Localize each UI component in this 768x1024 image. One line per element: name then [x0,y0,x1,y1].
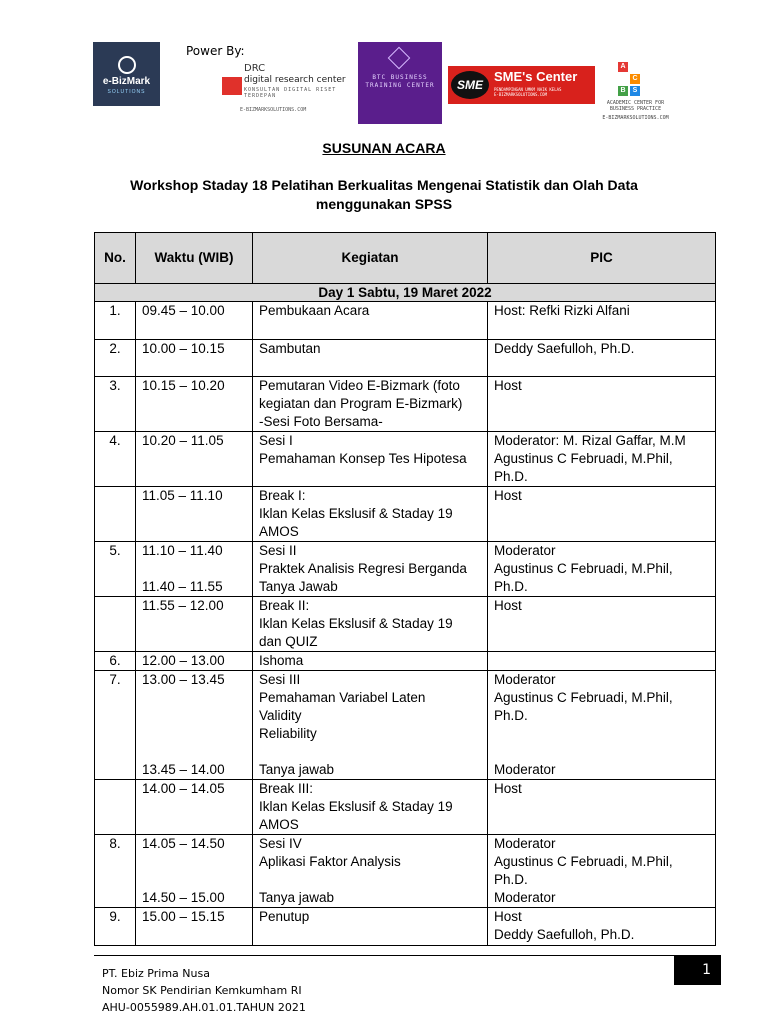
table-row [95,377,716,432]
cell-waktu: 15.00 – 15.15 [136,908,253,946]
cell-kegiatan: Sesi IV Aplikasi Faktor Analysis Tanya jawab [253,835,488,908]
table-row [95,340,716,377]
acbs-logo-tag: ACADEMIC CENTER FOR BUSINESS PRACTICE [606,100,665,112]
table-row [95,835,716,908]
cell-no: 9. [95,908,136,946]
ebizmark-logo-name: e-BizMark [102,76,151,87]
cell-no [95,487,136,542]
col-header-kegiatan: Kegiatan [253,233,488,284]
acbs-letter-s: S [630,86,640,96]
btc-logo-text: BTC BUSINESS TRAINING CENTER [365,74,435,89]
table-row [95,652,716,671]
cell-waktu: 11.55 – 12.00 [136,597,253,652]
sme-logo-tagline: PENDAMPINGAN UMKM NAIK KELAS [494,87,562,92]
ebizmark-logo-sub: SOLUTIONS [107,89,146,95]
cell-kegiatan: Pemutaran Video E-Bizmark (foto kegiatan dan Program E-Bizmark) -Sesi Foto Bersama- [253,377,488,432]
table-row [95,671,716,780]
col-header-no: No. [95,233,136,284]
footer-divider [94,955,674,956]
cell-pic: Host [488,597,716,652]
sme-logo-url: E-BIZMARKSOLUTIONS.COM [494,92,547,97]
cell-kegiatan: Break I: Iklan Kelas Ekslusif & Staday 19 AMOS [253,487,488,542]
cell-kegiatan: Pembukaan Acara [253,302,488,340]
table-row [95,302,716,340]
cell-no [95,780,136,835]
drc-logo-line: digital research center [244,75,346,85]
drc-logo [218,57,358,119]
cell-no: 5. [95,542,136,597]
footer-ahu: AHU-0055989.AH.01.01.TAHUN 2021 [102,1001,306,1014]
acbs-letter-a: A [618,62,628,72]
cell-kegiatan: Penutup [253,908,488,946]
cell-waktu: 12.00 – 13.00 [136,652,253,671]
cell-pic: Moderator: M. Rizal Gaffar, M.M Agustinus C Februadi, M.Phil, Ph.D. [488,432,716,487]
table-row [95,432,716,487]
cell-pic: Host [488,377,716,432]
cell-waktu: 14.00 – 14.05 [136,780,253,835]
table-row [95,597,716,652]
cell-waktu: 10.20 – 11.05 [136,432,253,487]
cell-no: 8. [95,835,136,908]
cell-no: 7. [95,671,136,780]
cell-kegiatan: Sesi II Praktek Analisis Regresi Berganda Tanya Jawab [253,542,488,597]
cell-pic [488,652,716,671]
cell-pic: Moderator Agustinus C Februadi, M.Phil, Ph.D. Moderator [488,835,716,908]
drc-logo-tag: KONSULTAN DIGITAL RISET TERDEPAN [244,87,337,99]
sme-mark: SME [451,71,489,99]
cell-pic: Host: Refki Rizki Alfani [488,302,716,340]
cell-waktu: 13.00 – 13.45 13.45 – 14.00 [136,671,253,780]
drc-logo-url: E-BIZMARKSOLUTIONS.COM [240,107,307,113]
footer-company: PT. Ebiz Prima Nusa [102,967,210,980]
page-number: 1 [674,955,721,985]
ebizmark-logo [93,42,160,106]
page-title: SUSUNAN ACARA [322,140,446,156]
acbs-letter-c: C [630,74,640,84]
cell-kegiatan: Sesi I Pemahaman Konsep Tes Hipotesa [253,432,488,487]
day-label: Day 1 Sabtu, 19 Maret 2022 [95,284,716,302]
cell-kegiatan: Break III: Iklan Kelas Ekslusif & Staday 19 AMOS [253,780,488,835]
drc-logo-name: DRC [244,63,266,74]
cell-kegiatan: Sambutan [253,340,488,377]
cell-waktu: 11.05 – 11.10 [136,487,253,542]
cell-pic: Host [488,487,716,542]
cell-waktu: 09.45 – 10.00 [136,302,253,340]
cell-waktu: 14.05 – 14.50 14.50 – 15.00 [136,835,253,908]
table-row [95,780,716,835]
cell-no [95,597,136,652]
cell-no: 2. [95,340,136,377]
cell-pic: Host [488,780,716,835]
cell-pic: Moderator Agustinus C Februadi, M.Phil, Ph.D. [488,542,716,597]
btc-diamond-icon [388,47,411,70]
sme-logo-tag [494,87,561,97]
acbs-logo [598,58,673,124]
page-subtitle: Workshop Staday 18 Pelatihan Berkualitas Mengenai Statistik dan Olah Data menggunakan SPSS [130,177,638,212]
btc-logo [358,42,442,124]
col-header-waktu: Waktu (WIB) [136,233,253,284]
cell-no: 4. [95,432,136,487]
table-row [95,908,716,946]
cell-waktu: 10.15 – 10.20 [136,377,253,432]
col-header-pic: PIC [488,233,716,284]
footer-sk: Nomor SK Pendirian Kemkumham RI [102,984,302,997]
acbs-logo-url: E-BIZMARKSOLUTIONS.COM [602,115,669,121]
cell-no: 6. [95,652,136,671]
cell-waktu: 11.10 – 11.40 11.40 – 11.55 [136,542,253,597]
cell-pic: Deddy Saefulloh, Ph.D. [488,340,716,377]
cell-kegiatan: Break II: Iklan Kelas Ekslusif & Staday 19 dan QUIZ [253,597,488,652]
cell-pic: Host Deddy Saefulloh, Ph.D. [488,908,716,946]
table-row [95,487,716,542]
acbs-letter-b: B [618,86,628,96]
table-header-row [95,233,716,284]
sme-logo-name: SME's Center [494,69,578,84]
cell-kegiatan: Sesi III Pemahaman Variabel Laten Validity Reliability Tanya jawab [253,671,488,780]
cell-kegiatan: Ishoma [253,652,488,671]
cell-no: 1. [95,302,136,340]
cell-no: 3. [95,377,136,432]
cell-pic: Moderator Agustinus C Februadi, M.Phil, Ph.D. Moderator [488,671,716,780]
schedule-table [94,232,716,946]
powered-by-label: Power By: [186,44,245,58]
drc-mark-icon [222,77,242,95]
sme-center-logo [448,66,595,104]
footer-info [102,965,306,1016]
table-row [95,542,716,597]
cell-waktu: 10.00 – 10.15 [136,340,253,377]
day-row [95,284,716,302]
